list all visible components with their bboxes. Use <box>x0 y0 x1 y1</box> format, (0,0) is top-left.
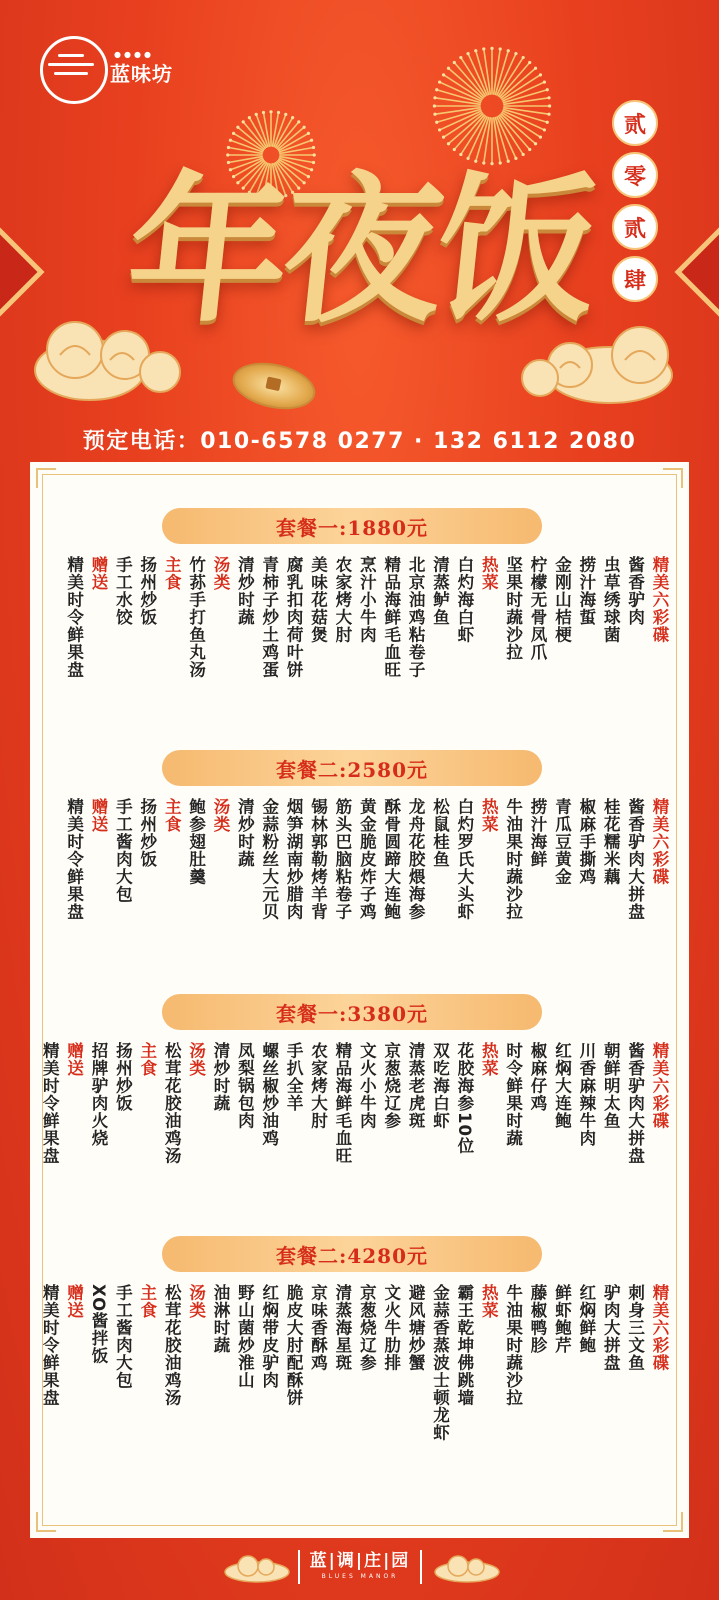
menu-item: 龙舟花胶煨海参 <box>406 798 426 921</box>
menu-item: 清炒时蔬 <box>235 798 255 868</box>
menu-item: 避风塘炒蟹 <box>406 1284 426 1372</box>
menu-category-label: 汤类 <box>186 1284 206 1319</box>
menu-item: 酥骨圆蹄大连鲍 <box>381 798 401 921</box>
menu-category-label: 主食 <box>137 1042 157 1077</box>
menu-item: 椒麻仔鸡 <box>528 1042 548 1112</box>
page-title: 年夜饭 <box>119 156 601 344</box>
firework-icon <box>432 46 552 166</box>
menu-item: 野山菌炒淮山 <box>235 1284 255 1389</box>
year-char: 贰 <box>612 204 658 250</box>
menu-item: 捞汁海蜇 <box>576 556 596 626</box>
menu-item: 北京油鸡粘卷子 <box>406 556 426 679</box>
section-columns <box>30 1042 689 1165</box>
menu-item: 时令鲜果时蔬 <box>503 1042 523 1147</box>
menu-item: 脆皮大肘配酥饼 <box>284 1284 304 1407</box>
menu-item: 竹荪手打鱼丸汤 <box>186 556 206 679</box>
menu-category-label: 热菜 <box>479 798 499 833</box>
section-title: 套餐一:1880元 <box>162 508 542 544</box>
footer <box>0 1548 719 1588</box>
menu-category-label: 赠送 <box>89 798 109 833</box>
logo-text: 蓝味坊 <box>110 62 173 86</box>
menu-item: 精品海鲜毛血旺 <box>332 1042 352 1165</box>
menu-item: 文火牛肋排 <box>381 1284 401 1372</box>
menu-item: 招牌驴肉火烧 <box>89 1042 109 1147</box>
menu-item: 椒麻手撕鸡 <box>576 798 596 886</box>
menu-item: 手工酱肉大包 <box>113 1284 133 1389</box>
menu-item: 牛油果时蔬沙拉 <box>503 1284 523 1407</box>
menu-item: 红焖鲜鲍 <box>576 1284 596 1354</box>
menu-item: 京味香酥鸡 <box>308 1284 328 1372</box>
menu-item: 桂花糯米藕 <box>601 798 621 886</box>
section-columns <box>30 1284 689 1442</box>
menu-item: 松鼠桂鱼 <box>430 798 450 868</box>
menu-item: 柠檬无骨凤爪 <box>528 556 548 661</box>
menu-item: 清炒时蔬 <box>235 556 255 626</box>
menu-item: 京葱烧辽参 <box>357 1284 377 1372</box>
menu-item: 精美时令鲜果盘 <box>64 556 84 679</box>
menu-item: 美味花菇煲 <box>308 556 328 644</box>
menu-item: 手工水饺 <box>113 556 133 626</box>
footer-brand-name: 蓝|调|庄|园 <box>309 1551 411 1571</box>
menu-item: 红焖大连鲍 <box>552 1042 572 1130</box>
menu-item: 驴肉大拼盘 <box>601 1284 621 1372</box>
menu-item: 扬州炒饭 <box>137 798 157 868</box>
section-title: 套餐一:3380元 <box>162 994 542 1030</box>
menu-category-label: 汤类 <box>210 798 230 833</box>
menu-category-label: 汤类 <box>186 1042 206 1077</box>
menu-item: 花胶海参10位 <box>454 1042 474 1155</box>
menu-item: 清蒸老虎斑 <box>406 1042 426 1130</box>
menu-item: 锡林郭勒烤羊背 <box>308 798 328 921</box>
menu-item: 精品海鲜毛血旺 <box>381 556 401 679</box>
menu-item: 白灼罗氏大头虾 <box>454 798 474 921</box>
menu-item: 清蒸海星斑 <box>332 1284 352 1372</box>
menu-item: 酱香驴肉大拼盘 <box>625 798 645 921</box>
menu-item: 筋头巴脑粘卷子 <box>332 798 352 921</box>
menu-item: 螺丝椒炒油鸡 <box>259 1042 279 1147</box>
menu-item: 金刚山桔梗 <box>552 556 572 644</box>
logo-dots: ●●●● <box>114 50 154 59</box>
menu-item: 酱香驴肉大拼盘 <box>625 1042 645 1165</box>
menu-item: 清蒸鲈鱼 <box>430 556 450 626</box>
section-columns <box>30 798 689 921</box>
section-title: 套餐二:2580元 <box>162 750 542 786</box>
menu-category-label: 热菜 <box>479 556 499 591</box>
menu-item: 腐乳扣肉荷叶饼 <box>284 556 304 679</box>
menu-item: 烟笋湖南炒腊肉 <box>284 798 304 921</box>
menu-item: 清炒时蔬 <box>210 1042 230 1112</box>
menu-category-label: 热菜 <box>479 1284 499 1319</box>
menu-item: 牛油果时蔬沙拉 <box>503 798 523 921</box>
menu-item: 黄金脆皮炸子鸡 <box>357 798 377 921</box>
footer-cloud-right-icon <box>432 1552 502 1588</box>
menu-item: 川香麻辣牛肉 <box>576 1042 596 1147</box>
menu-item: 手工酱肉大包 <box>113 798 133 903</box>
menu-panel <box>30 462 689 1538</box>
menu-item: 霸王乾坤佛跳墙 <box>454 1284 474 1407</box>
menu-item: 扬州炒饭 <box>113 1042 133 1112</box>
menu-item: 青瓜豆黄金 <box>552 798 572 886</box>
menu-category-label: 精美六彩碟 <box>650 1042 669 1130</box>
menu-item: 刺身三文鱼 <box>625 1284 645 1372</box>
menu-item: 鲜虾鲍芹 <box>552 1284 572 1354</box>
menu-item: 松茸花胶油鸡汤 <box>162 1042 182 1165</box>
menu-category-label: 赠送 <box>64 1284 84 1319</box>
footer-brand <box>298 1550 422 1584</box>
menu-item: 农家烤大肘 <box>332 556 352 644</box>
menu-item: 捞汁海鲜 <box>528 798 548 868</box>
menu-category-label: 精美六彩碟 <box>650 798 669 886</box>
section-columns <box>30 556 689 679</box>
menu-item: 白灼海白虾 <box>454 556 474 644</box>
menu-category-label: 主食 <box>137 1284 157 1319</box>
menu-item: 青柿子炒土鸡蛋 <box>259 556 279 679</box>
menu-item: 松茸花胶油鸡汤 <box>162 1284 182 1407</box>
menu-category-label: 精美六彩碟 <box>650 1284 669 1372</box>
menu-category-label: 赠送 <box>89 556 109 591</box>
menu-category-label: 精美六彩碟 <box>650 556 669 644</box>
section-title: 套餐二:4280元 <box>162 1236 542 1272</box>
menu-item: 虫草绣球菌 <box>601 556 621 644</box>
menu-category-label: 赠送 <box>64 1042 84 1077</box>
menu-category-label: 主食 <box>162 556 182 591</box>
year-char: 零 <box>612 152 658 198</box>
brand-logo <box>40 36 210 106</box>
menu-category-label: 汤类 <box>210 556 230 591</box>
menu-category-label: 主食 <box>162 798 182 833</box>
year-char: 贰 <box>612 100 658 146</box>
year-char: 肆 <box>612 256 658 302</box>
menu-item: 双吃海白虾 <box>430 1042 450 1130</box>
menu-item: 红焖带皮驴肉 <box>259 1284 279 1389</box>
menu-item: 精美时令鲜果盘 <box>64 798 84 921</box>
menu-item: 农家烤大肘 <box>308 1042 328 1130</box>
menu-item: 京葱烧辽参 <box>381 1042 401 1130</box>
menu-item: 油淋时蔬 <box>210 1284 230 1354</box>
menu-item: 凤梨锅包肉 <box>235 1042 255 1130</box>
menu-item: 藤椒鸭胗 <box>528 1284 548 1354</box>
menu-item: 精美时令鲜果盘 <box>40 1042 60 1165</box>
footer-cloud-left-icon <box>222 1552 292 1588</box>
menu-category-label: 热菜 <box>479 1042 499 1077</box>
menu-item: 文火小牛肉 <box>357 1042 377 1130</box>
menu-item: 扬州炒饭 <box>137 556 157 626</box>
menu-item: 坚果时蔬沙拉 <box>503 556 523 661</box>
menu-item: 烹汁小牛肉 <box>357 556 377 644</box>
menu-item: 朝鲜明太鱼 <box>601 1042 621 1130</box>
menu-item: 金蒜香蒸波士顿龙虾 <box>430 1284 450 1442</box>
menu-item: 金蒜粉丝大元贝 <box>259 798 279 921</box>
footer-brand-sub: BLUES MANOR <box>321 1573 399 1580</box>
menu-item: 酱香驴肉 <box>625 556 645 626</box>
menu-item: 手扒全羊 <box>284 1042 304 1112</box>
menu-item: 精美时令鲜果盘 <box>40 1284 60 1407</box>
menu-item: XO酱拌饭 <box>89 1284 109 1365</box>
reservation-phone[interactable]: 预定电话：010-6578 0277 · 132 6112 2080 <box>82 429 637 454</box>
menu-item: 鲍参翅肚羹 <box>186 798 206 886</box>
